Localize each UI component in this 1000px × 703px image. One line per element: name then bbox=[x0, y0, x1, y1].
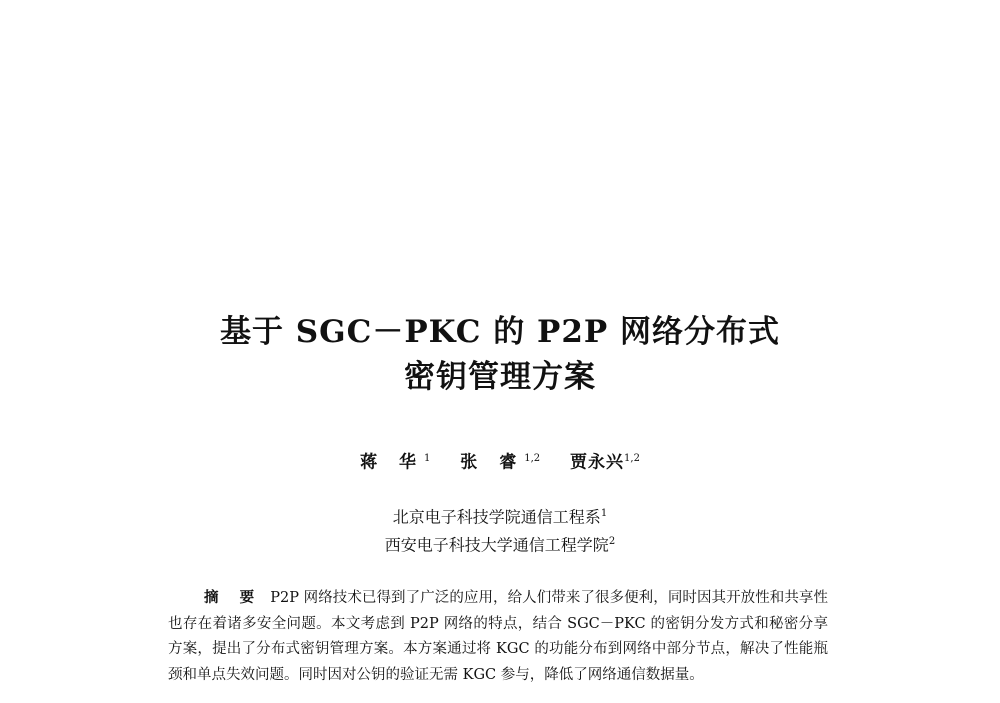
author-affiliation-mark: 1,2 bbox=[624, 453, 640, 464]
paper-title-line-2: 密钥管理方案 bbox=[404, 359, 596, 395]
affiliation-2 bbox=[0, 531, 1000, 556]
abstract bbox=[168, 585, 828, 688]
affiliation-1 bbox=[0, 503, 1000, 528]
author-affiliation-mark: 1,2 bbox=[524, 453, 541, 464]
author-1 bbox=[360, 447, 430, 475]
affiliation-text: 北京电子科技学院通信工程系 bbox=[392, 507, 601, 527]
paper-title-line-1: 基于 SGC－PKC 的 P2P 网络分布式 bbox=[220, 314, 780, 350]
author-name: 蒋 华 bbox=[360, 452, 424, 473]
affiliation-mark: 1 bbox=[600, 508, 608, 519]
abstract-text: P2P 网络技术已得到了广泛的应用，给人们带来了很多便利，同时因其开放性和共享性也存在着诸多安全问题。本文考虑到 P2P 网络的特点，结合 SGC－PKC 的密钥分发方式和秘密分享方案，提出了分布式密钥管理方案。本方案通过将 KGC 的功能分布到网络中部分节点，解决了性能瓶颈和单点失效问题。同时因对公钥的验证无需 KGC 参与，降低了网络通信数据量。 bbox=[168, 590, 828, 683]
author-affiliation-mark: 1 bbox=[423, 453, 431, 464]
affiliation-text: 西安电子科技大学通信工程学院 bbox=[384, 535, 609, 555]
affiliation-mark: 2 bbox=[608, 536, 616, 547]
abstract-label: 摘 要 bbox=[204, 589, 263, 606]
author-name: 张 睿 bbox=[460, 452, 525, 473]
author-list bbox=[0, 447, 1000, 475]
author-name: 贾永兴 bbox=[570, 452, 625, 473]
author-2 bbox=[460, 447, 540, 475]
author-3 bbox=[570, 447, 640, 475]
